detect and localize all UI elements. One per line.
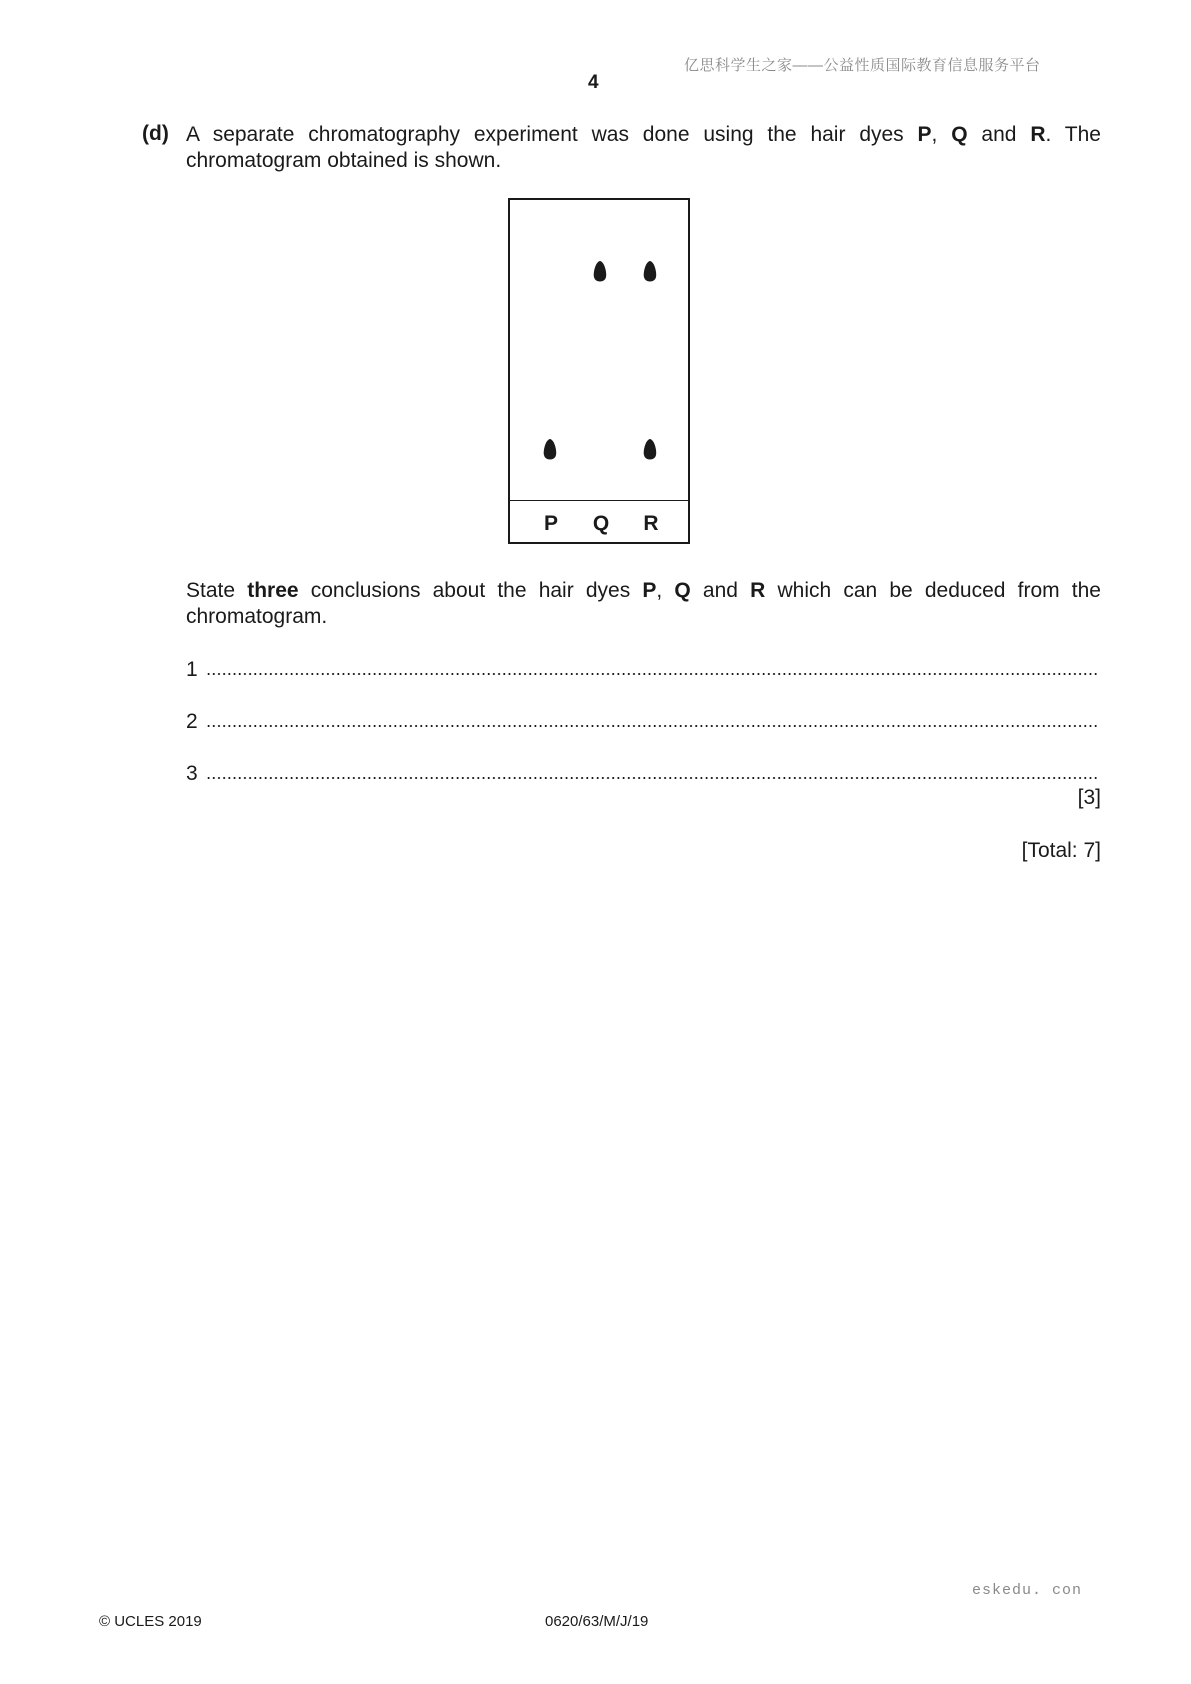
page-number: 4 [588,72,599,93]
spot-r-low [644,439,657,460]
answer-number: 2 [186,710,198,733]
watermark-footer: eskedu. con [972,1582,1083,1599]
spot-q-high [594,261,607,282]
dotted-line [206,672,1099,676]
spot-r-high [644,261,657,282]
answer-number: 1 [186,658,198,681]
dotted-line [206,776,1099,780]
paper-code-footer: 0620/63/M/J/19 [545,1613,649,1630]
answer-line-1[interactable] [186,657,1101,683]
question-label: (d) [142,122,169,145]
dotted-line [206,724,1099,728]
chromatogram-diagram [508,198,690,544]
question-intro: A separate chromatography experiment was done using the hair dyes P, Q and R. The chromatogram obtained is shown. [186,123,1101,172]
total-marks: [Total: 7] [1021,839,1101,862]
baseline-line [510,500,688,501]
answer-line-3[interactable] [186,761,1101,787]
spot-p-low [544,439,557,460]
watermark-header: 亿思科学生之家——公益性质国际教育信息服务平台 [684,57,1041,74]
answer-number: 3 [186,762,198,785]
chromatogram-spots [510,200,688,542]
lane-label-r: R [643,512,659,535]
marks-available: [3] [1077,786,1101,809]
answer-line-2[interactable] [186,709,1101,735]
copyright-footer: © UCLES 2019 [99,1613,202,1630]
lane-label-p: P [543,512,558,535]
question-prompt: State three conclusions about the hair dyes P, Q and R which can be deduced from the chromatogram. [186,579,1101,628]
lane-label-q: Q [592,512,610,535]
